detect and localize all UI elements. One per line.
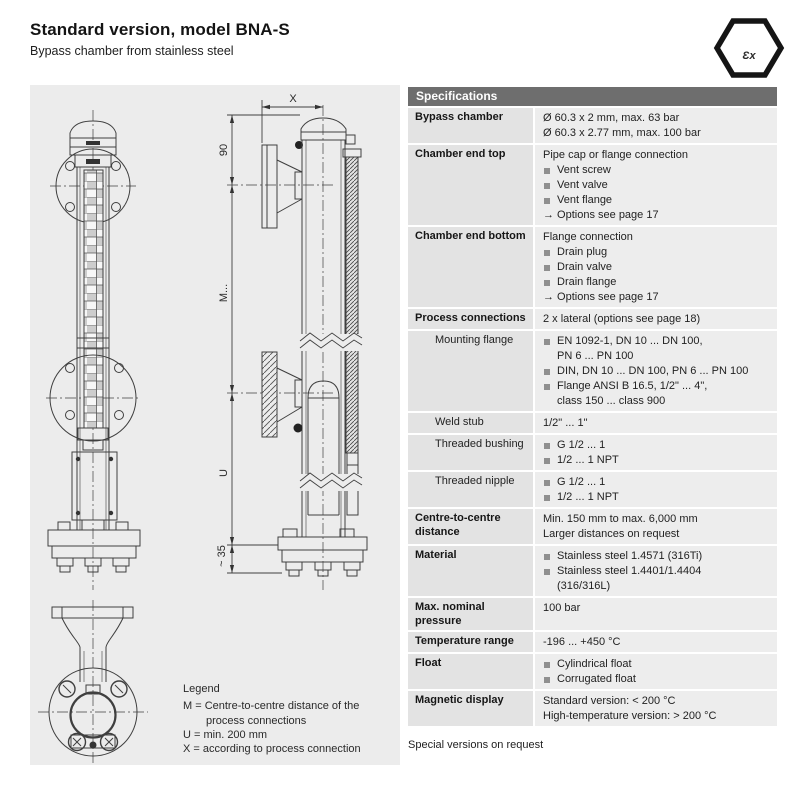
table-row: [408, 509, 777, 544]
bullet-icon: [544, 554, 550, 560]
table-row: [408, 227, 777, 307]
specs-header: Specifications: [408, 87, 777, 106]
table-row: [408, 145, 777, 225]
legend-line-u: U = min. 200 mm: [183, 729, 268, 741]
spec-sublabel: Threaded bushing: [408, 435, 533, 470]
spec-value: Min. 150 mm to max. 6,000 mm Larger distances on request: [535, 509, 777, 544]
front-view: [46, 110, 140, 590]
spec-label: Bypass chamber: [408, 108, 533, 143]
page-title: Standard version, model BNA-S: [30, 20, 290, 39]
bullet-icon: [544, 569, 550, 575]
dim-x-label: X: [289, 93, 297, 105]
bullet-icon: [544, 280, 550, 286]
spec-value: Cylindrical float Corrugated float: [535, 654, 777, 689]
dim-90-label: 90: [218, 143, 230, 157]
spec-value: EN 1092-1, DN 10 ... DN 100, PN 6 ... PN 100 DIN, DN 10 ... DN 100, PN 6 ... PN 100 Flange ANSI B 16.5, 1/2" ... 4", class 150 ... class 900: [535, 331, 777, 411]
bullet-icon: [544, 168, 550, 174]
legend-line-m2: process connections: [206, 715, 307, 727]
table-row: [408, 413, 777, 433]
table-row: [408, 435, 777, 470]
spec-label: Float: [408, 654, 533, 689]
bullet-icon: [544, 183, 550, 189]
bullet-icon: [544, 369, 550, 375]
page-subtitle: Bypass chamber from stainless steel: [30, 44, 234, 58]
table-row: [408, 309, 777, 329]
spec-label: Max. nominal pressure: [408, 598, 533, 630]
spec-value: 2 x lateral (options see page 18): [535, 309, 777, 329]
spec-value: 1/2" ... 1": [535, 413, 777, 433]
legend-line-m: M = Centre-to-centre distance of the: [183, 700, 360, 712]
ex-hexagon-icon: [712, 16, 786, 80]
table-row: [408, 472, 777, 507]
bullet-icon: [544, 480, 550, 486]
spec-value: Flange connection Drain plug Drain valve Drain flange → Options see page 17: [535, 227, 777, 307]
legend-line-x: X = according to process connection: [183, 743, 361, 755]
bullet-icon: [544, 265, 550, 271]
spec-value: G 1/2 ... 1 1/2 ... 1 NPT: [535, 472, 777, 507]
bullet-icon: [544, 339, 550, 345]
bullet-icon: [544, 198, 550, 204]
spec-value: G 1/2 ... 1 1/2 ... 1 NPT: [535, 435, 777, 470]
bullet-icon: [544, 458, 550, 464]
atex-ex-logo: [712, 16, 786, 85]
table-row: [408, 331, 777, 411]
spec-value: -196 ... +450 °C: [535, 632, 777, 652]
spec-label: Magnetic display: [408, 691, 533, 726]
spec-label: Chamber end bottom: [408, 227, 533, 307]
spec-value: Standard version: < 200 °C High-temperature version: > 200 °C: [535, 691, 777, 726]
legend-title: Legend: [183, 683, 220, 695]
technical-drawing: [30, 85, 400, 765]
top-view: [38, 600, 148, 763]
spec-label: Process connections: [408, 309, 533, 329]
ex-logo-text: Ɛx: [742, 50, 756, 62]
spec-sublabel: Mounting flange: [408, 331, 533, 411]
spec-label: Temperature range: [408, 632, 533, 652]
table-row: [408, 598, 777, 630]
table-row: [408, 108, 777, 143]
spec-value: Pipe cap or flange connection Vent screw Vent valve Vent flange → Options see page 17: [535, 145, 777, 225]
footnote: Special versions on request: [408, 739, 544, 751]
bullet-icon: [544, 250, 550, 256]
bullet-icon: [544, 443, 550, 449]
bullet-icon: [544, 384, 550, 390]
dim-m-label: M...: [218, 283, 230, 303]
table-row: [408, 546, 777, 596]
table-row: [408, 654, 777, 689]
spec-value: Ø 60.3 x 2 mm, max. 63 bar Ø 60.3 x 2.77 mm, max. 100 bar: [535, 108, 777, 143]
bullet-icon: [544, 677, 550, 683]
table-row: [408, 691, 777, 726]
bullet-icon: [544, 495, 550, 501]
technical-drawing-panel: [30, 85, 400, 765]
specifications-table: [408, 87, 777, 728]
spec-value: 100 bar: [535, 598, 777, 630]
table-row: [408, 632, 777, 652]
side-view: [227, 105, 367, 590]
legend-block: [183, 683, 361, 755]
dim-35-label: ~ 35: [216, 545, 228, 567]
spec-value: Stainless steel 1.4571 (316Ti) Stainless steel 1.4401/1.4404 (316/316L): [535, 546, 777, 596]
spec-label: Material: [408, 546, 533, 596]
spec-sublabel: Threaded nipple: [408, 472, 533, 507]
spec-sublabel: Weld stub: [408, 413, 533, 433]
dim-u-label: U: [218, 469, 230, 477]
spec-label: Centre-to-centre distance: [408, 509, 533, 544]
bullet-icon: [544, 662, 550, 668]
spec-label: Chamber end top: [408, 145, 533, 225]
